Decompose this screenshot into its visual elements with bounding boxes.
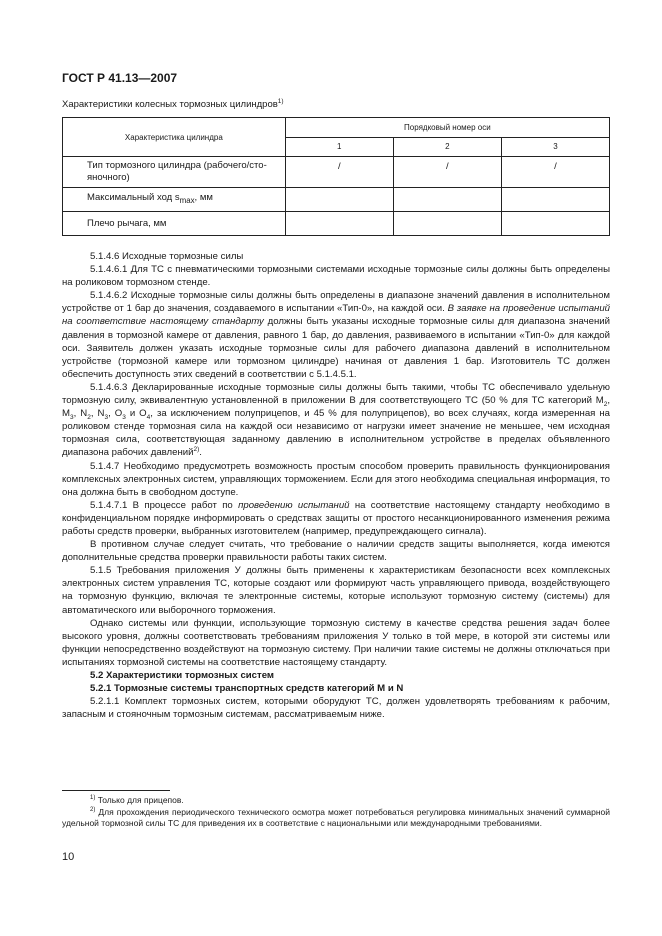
footnote-1 — [62, 795, 610, 807]
footnote-text: Только для прицепов. — [97, 795, 184, 805]
table-cell — [501, 188, 609, 212]
row-label-lever-arm: Плечо рычага, мм — [63, 212, 286, 236]
italic-text: В заявке на проведение испытаний на соответствие настоящему стандарту — [62, 303, 611, 328]
table-caption-footnote-ref: 1) — [277, 98, 284, 105]
body-text — [62, 250, 610, 721]
footnote-text: Для прохождения периодического технического осмотра может потребоваться регулировка минимальных значений суммарной удельной тормозной силы ТС для приведения их в соответствие с национальными или международными требованиями. — [62, 806, 610, 828]
text-run: , N — [90, 408, 105, 420]
text-run: , N — [73, 408, 88, 420]
page-number: 10 — [62, 851, 75, 863]
axis-number-3: 3 — [501, 137, 609, 157]
table-cell — [393, 188, 501, 212]
paragraph-however: Однако системы или функции, использующие тормозную систему в качестве средства решения задач более высокого уровня, должны соответствовать требованиям приложения У только в той мере, в которой эти системы или функции непосредственно воздействуют на тормозную систему. При наличии такие системы не должны отключаться при испытаниях тормозной системы на соответствие настоящему стандарту. — [62, 617, 610, 668]
paragraph-5-1-4-6-3 — [62, 381, 610, 460]
section-heading-5-2-1: 5.2.1 Тормозные системы транспортных средств категорий М и N — [90, 683, 404, 695]
footnotes — [62, 795, 610, 830]
axis-number-2: 2 — [393, 137, 501, 157]
footnote-mark: 2) — [90, 806, 96, 813]
row-label-unit: , мм — [194, 192, 213, 204]
footnote-mark: 1) — [90, 795, 96, 802]
table-caption — [62, 98, 284, 110]
section-heading-5-2: 5.2 Характеристики тормозных систем — [90, 670, 275, 681]
axis-number-1: 1 — [285, 137, 393, 157]
table-cell — [285, 188, 393, 212]
paragraph-5-1-4-6-2 — [62, 289, 610, 381]
text-run: 5.1.4.7.1 В процессе работ по — [90, 499, 233, 511]
column-header-axis-group: Порядковый номер оси — [285, 118, 609, 138]
row-label-max-stroke — [63, 188, 286, 212]
paragraph-5-1-4-7: 5.1.4.7 Необходимо предусмотреть возможность простым способом проверить правильность функционирования комплексных электронных систем, управляющих торможением. Если для этого необходима специальная информация, то она должна быть в свободном доступе. — [62, 460, 610, 498]
subscript: 2 — [87, 414, 91, 422]
table-caption-text: Характеристики колесных тормозных цилиндров — [62, 99, 278, 111]
page-header: ГОСТ Р 41.13—2007 — [62, 71, 178, 85]
text-run: должны быть указаны исходные тормозные силы для диапазона значений давления в тормозной камере от давления, равного 1 бар, до давления, развиваемого в испытании «Тип-0» для каждой оси. Заявитель должен указать исходные тормозные силы для рабочего диапазона давлений в исполнительном устройстве (тормозной камере или тормозном цилиндре) начиная от давления 1 бар. Изготовитель ТС должен обеспечить доступность этих сведений в соответствии с 5.1.4.5.1. — [62, 316, 610, 380]
text-run: 5.1.4.6.3 Декларированные исходные тормозные силы должны быть такими, чтобы ТС обеспечивало удельную тормозную силу, эквивалентную установленной в приложении В для соответствующего ТС (50 % для ТС категорий М — [62, 381, 610, 407]
paragraph-5-1-4-6: 5.1.4.6 Исходные тормозные силы — [90, 251, 244, 262]
italic-text: проведению испытаний — [238, 499, 350, 511]
footnote-2 — [62, 807, 610, 830]
footnote-divider — [62, 790, 170, 791]
text-run: . — [199, 447, 202, 459]
text-run: 5.1.4.6.2 Исходные тормозные силы должны быть определены в диапазоне значений давления в исполнительном устройстве от 1 бар до значения, создаваемого в испытании «Тип-0», на каждой оси. — [62, 290, 610, 315]
table-cell — [393, 212, 501, 236]
paragraph-5-2-1-1: 5.2.1.1 Комплект тормозных систем, которыми оборудуют ТС, должен удовлетворять требованиям к рабочим, запасным и стояночным тормозным системам, рассматриваемым ниже. — [62, 696, 610, 721]
column-header-characteristic: Характеристика цилиндра — [63, 118, 286, 157]
paragraph-5-1-4-7-1 — [62, 499, 610, 538]
paragraph-5-1-4-6-1: 5.1.4.6.1 Для ТС с пневматическими тормозными системами исходные тормозные силы должны быть определены на роликовом тормозном стенде. — [62, 264, 610, 289]
text-run: , О — [108, 408, 123, 420]
text-run: на соответствие настоящему стандарту необходимо в конфиденциальном порядке информировать о средствах защиты от простого несанкционированного изменения режима работы средств проверки, выбранных изготовителем (например, предупреждающего сигнала). — [62, 499, 610, 537]
table-cell: / — [393, 157, 501, 188]
subscript: 2 — [603, 400, 608, 408]
paragraph-5-1-5: 5.1.5 Требования приложения У должны быть применены к характеристикам безопасности всех комплексных электронных систем управления ТС, которые создают или формируют часть управляющего привода, воздействующего на тормозную функцию, включая те электронные системы, которые используют тормозную систему (системы) для автоматического или выборочного торможения. — [62, 565, 610, 616]
table-row — [63, 212, 610, 236]
row-label-text: Максимальный ход s — [87, 192, 180, 204]
footnote-ref: 2) — [193, 446, 200, 454]
paragraph-otherwise: В противном случае следует считать, что требование о наличии средств защиты выполняется, когда имеются дополнительные средства проверки правильности работы таких систем. — [62, 539, 610, 564]
brake-cylinder-table — [62, 117, 610, 236]
table-row — [63, 157, 610, 188]
subscript: 3 — [70, 414, 74, 422]
subscript: 4 — [146, 414, 151, 422]
subscript: 3 — [122, 414, 126, 422]
table-cell — [501, 212, 609, 236]
table-row — [63, 188, 610, 212]
table-cell: / — [501, 157, 609, 188]
table-cell: / — [285, 157, 393, 188]
text-run: , М — [62, 395, 610, 420]
row-label-cylinder-type: Тип тормозного цилиндра (рабочего/сто-яночного) — [63, 157, 286, 188]
table-cell — [285, 212, 393, 236]
row-label-subscript: max — [179, 195, 195, 205]
subscript: 3 — [104, 414, 109, 422]
text-run: , за исключением полуприцепов, и 45 % для полуприцепов), во всех случаях, когда измеренная на роликовом стенде тормозная сила на каждой оси независимо от нагрузки имеет значение не меньшее, чем исходная тормозная сила, соответствующая заданному давлению в исполнительном устройстве в пределах объявленного диапазона рабочих давлений — [62, 408, 611, 459]
text-run: и О — [125, 408, 147, 420]
